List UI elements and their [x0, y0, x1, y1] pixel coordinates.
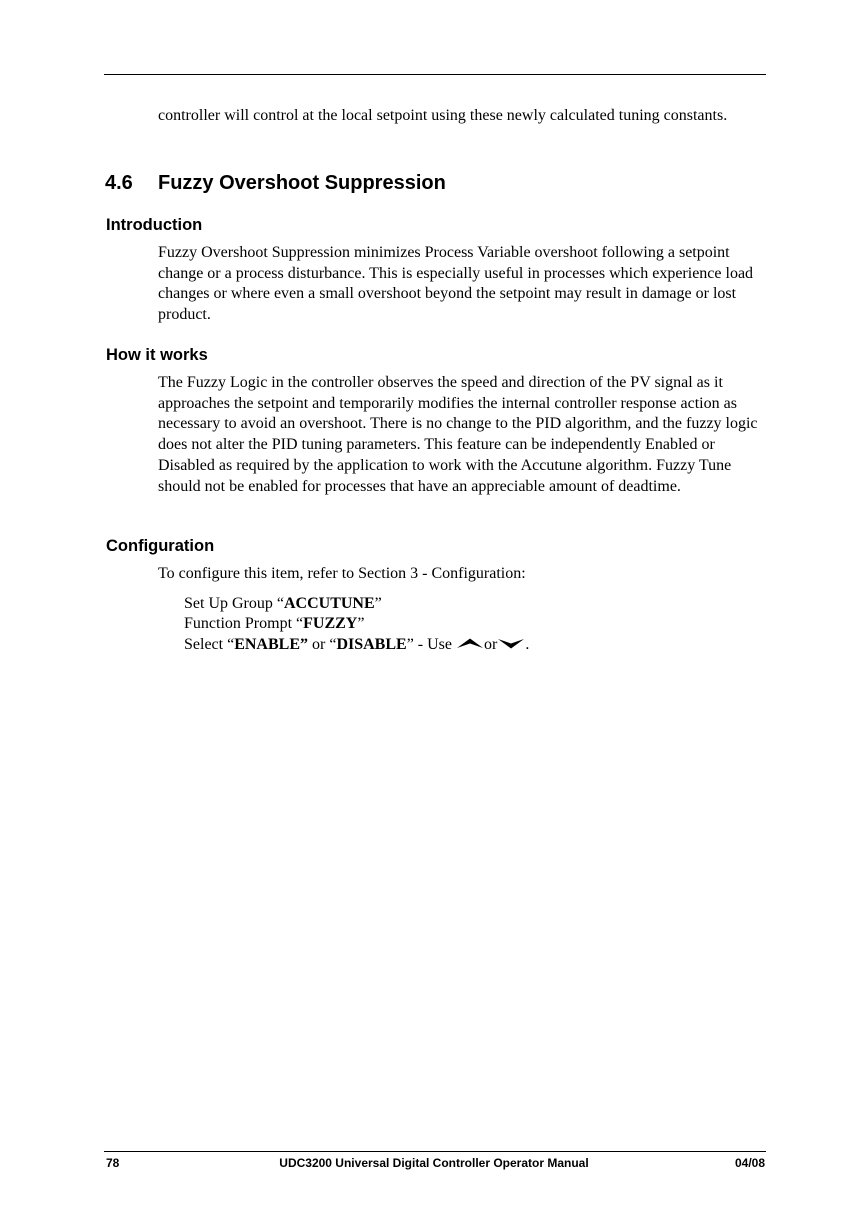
manual-date: 04/08 [734, 1156, 765, 1170]
up-arrow-icon [456, 637, 484, 650]
manual-title: UDC3200 Universal Digital Controller Operator Manual [279, 1156, 589, 1170]
configuration-text: To configure this item, refer to Section 3 - Configuration: [158, 565, 526, 582]
section-number: 4.6 [105, 172, 133, 194]
intro-continuation: controller will control at the local setpoint using these newly calculated tuning constants. [158, 107, 728, 124]
introduction-heading: Introduction [106, 216, 203, 234]
disable-option: DISABLE [336, 636, 407, 653]
how-it-works-text: The Fuzzy Logic in the controller observes the speed and direction of the PV signal as it approaches the setpoint and temporarily modifies the internal controller response action as necessary to avoid an overshoot. There is no change to the PID algorithm, and the fuzzy logic does not alter the PID tuning parameters. This feature can be independently Enabled or Disabled as required by the application to work with the Accutune algorithm. Fuzzy Tune should not be enabled for processes that have an appreciable amount of deadtime. [158, 374, 758, 495]
how-it-works-heading: How it works [106, 346, 208, 364]
setup-group-value: ACCUTUNE [283, 595, 375, 612]
down-arrow-icon [497, 637, 525, 650]
page-number: 78 [106, 1156, 120, 1170]
footer-rule [104, 1151, 766, 1152]
select-step: Select “ENABLE” or “DISABLE” - Use or . [184, 636, 530, 653]
section-heading [105, 170, 446, 196]
function-prompt-value: FUZZY [303, 615, 358, 632]
introduction-text: Fuzzy Overshoot Suppression minimizes Process Variable overshoot following a setpoint change or a process disturbance. This is especially useful in processes which experience load changes or where even a small overshoot beyond the setpoint may result in damage or lost product. [158, 244, 754, 324]
configuration-heading: Configuration [106, 537, 215, 555]
setup-group-step: Set Up Group “ACCUTUNE” [184, 595, 382, 612]
header-rule [104, 74, 766, 75]
enable-option: ENABLE” [234, 636, 308, 653]
function-prompt-step: Function Prompt “FUZZY” [184, 615, 365, 632]
section-title: Fuzzy Overshoot Suppression [158, 172, 446, 194]
